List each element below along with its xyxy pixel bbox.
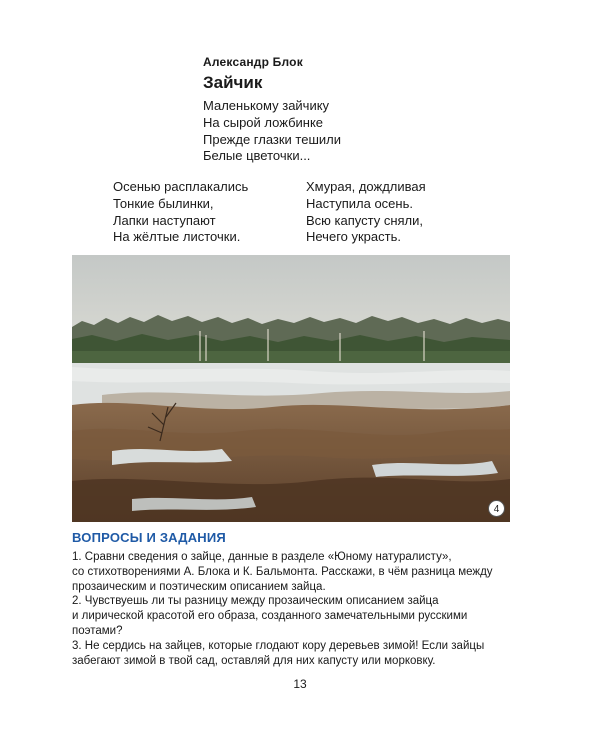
poem-stanza-3 xyxy=(306,179,426,246)
poem-title: Зайчик xyxy=(203,73,263,92)
question-line: 1. Сравни сведения о зайце, данные в разделе «Юному натуралисту», xyxy=(72,551,452,563)
poem-line: Тонкие былинки, xyxy=(113,195,214,211)
landscape-painting xyxy=(72,255,510,522)
poem-line: Осенью расплакались xyxy=(113,179,249,194)
question-line: и лирической красотой его образа, созданного замечательными русскими xyxy=(72,610,468,623)
section-heading: ВОПРОСЫ И ЗАДАНИЯ xyxy=(72,530,226,545)
poem-line: Хмурая, дождливая xyxy=(306,179,426,194)
poem-line: Всю капусту сняли, xyxy=(306,212,424,228)
question-3 xyxy=(72,639,522,669)
poem-stanza-2 xyxy=(113,179,248,246)
poem-line: На сырой ложбинке xyxy=(203,114,324,130)
question-line: прозаическим и поэтическим описанием зайца. xyxy=(72,580,326,593)
question-line: 2. Чувствуешь ли ты разницу между прозаическим описанием зайца xyxy=(72,595,439,608)
question-2 xyxy=(72,594,522,638)
question-line: 3. Не сердись на зайцев, которые глодают кору деревьев зимой! Если зайцы xyxy=(72,639,485,652)
poem-stanza-1 xyxy=(203,98,341,165)
questions-list xyxy=(72,550,522,668)
poem-author: Александр Блок xyxy=(203,55,303,69)
poem-line: Наступила осень. xyxy=(306,195,413,211)
page-number: 13 xyxy=(293,677,307,691)
poem-line: Белые цветочки... xyxy=(203,148,311,164)
poem-line: Лапки наступают xyxy=(113,212,216,228)
question-1 xyxy=(72,550,522,594)
question-line: поэтами? xyxy=(72,624,123,637)
poem-line: На жёлтые листочки. xyxy=(113,229,241,245)
poem-line: Нечего украсть. xyxy=(306,229,401,245)
question-line: со стихотворениями А. Блока и К. Бальмонта. Расскажи, в чём разница между xyxy=(72,565,493,578)
figure-number-badge: 4 xyxy=(488,500,505,517)
question-line: забегают зимой в твой сад, оставляй для них капусту или морковку. xyxy=(72,654,436,667)
poem-line: Прежде глазки тешили xyxy=(203,131,342,147)
poem-line: Маленькому зайчику xyxy=(203,98,330,113)
